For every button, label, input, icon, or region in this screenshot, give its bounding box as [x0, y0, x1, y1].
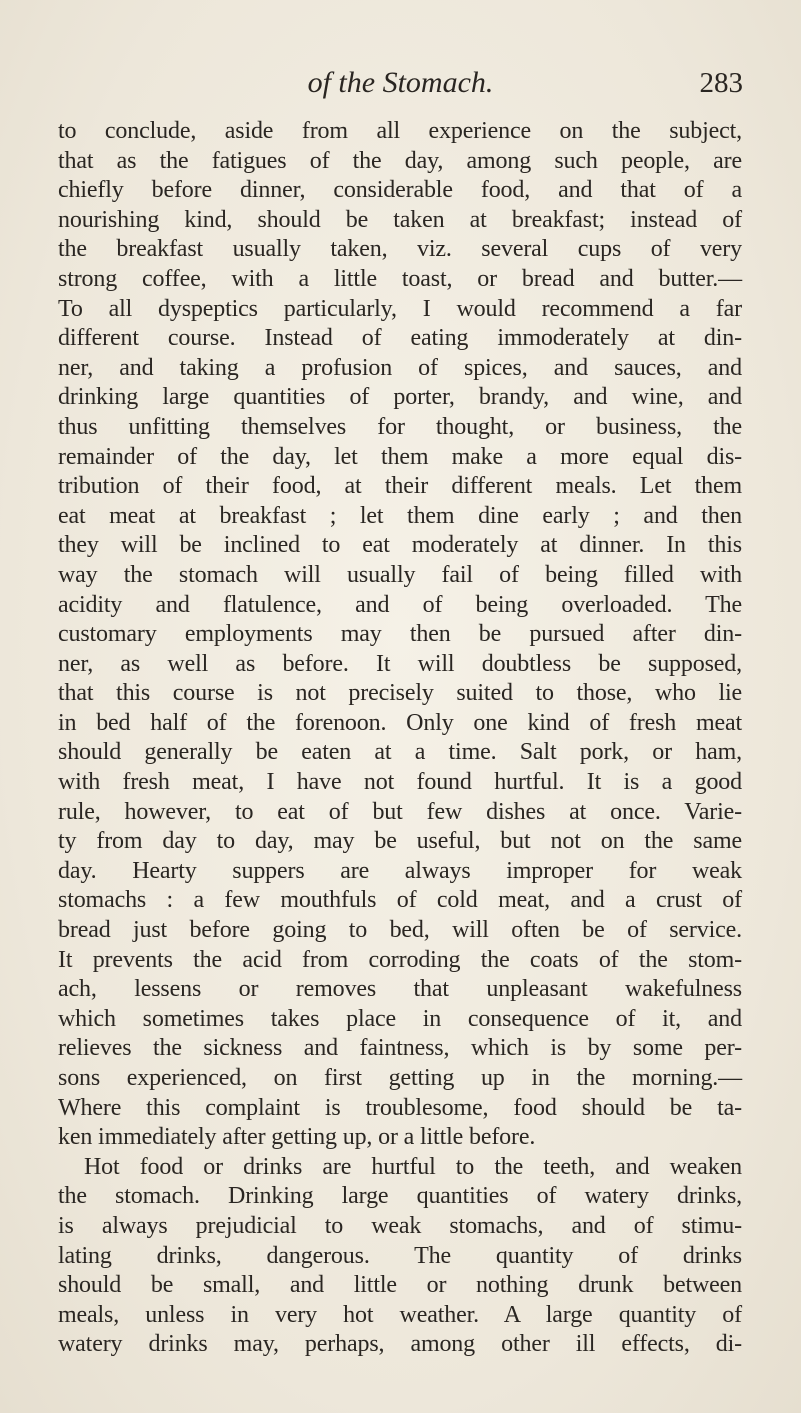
text-line: ner, and taking a profusion of spices, and sauces, and: [58, 354, 742, 381]
text-line: eat meat at breakfast ; let them dine early ; and then: [58, 502, 742, 529]
text-line: stomachs : a few mouthfuls of cold meat, and a crust of: [58, 887, 742, 914]
text-line: is always prejudicial to weak stomachs, and of stimu-: [58, 1212, 742, 1239]
text-line: the breakfast usually taken, viz. several cups of very: [58, 236, 742, 263]
text-line: ner, as well as before. It will doubtless be supposed,: [58, 650, 742, 677]
text-line: nourishing kind, should be taken at breakfast; instead of: [58, 206, 742, 233]
text-line: watery drinks may, perhaps, among other ill effects, di-: [58, 1331, 742, 1358]
text-line: It prevents the acid from corroding the coats of the stom-: [58, 946, 742, 973]
text-line: thus unfitting themselves for thought, or business, the: [58, 413, 742, 440]
text-line: that as the fatigues of the day, among such people, are: [58, 147, 742, 174]
text-line: should be small, and little or nothing drunk between: [58, 1272, 742, 1299]
text-line: ken immediately after getting up, or a little before.: [58, 1124, 536, 1151]
text-line: day. Hearty suppers are always improper for weak: [58, 857, 742, 884]
text-line: way the stomach will usually fail of being filled with: [58, 561, 742, 588]
text-line: Where this complaint is troublesome, food should be ta-: [58, 1094, 742, 1121]
text-line: bread just before going to bed, will often be of service.: [58, 917, 742, 944]
text-line: strong coffee, with a little toast, or bread and butter.—: [58, 265, 742, 292]
text-line: ty from day to day, may be useful, but not on the same: [58, 828, 742, 855]
text-line: that this course is not precisely suited to those, who lie: [58, 680, 742, 707]
text-line: the stomach. Drinking large quantities of watery drinks,: [58, 1183, 742, 1210]
text-line: they will be inclined to eat moderately at dinner. In this: [58, 532, 742, 559]
page-header: [0, 63, 801, 103]
text-line: drinking large quantities of porter, brandy, and wine, and: [58, 384, 742, 411]
text-line: chiefly before dinner, considerable food, and that of a: [58, 177, 742, 204]
text-line: to conclude, aside from all experience on the subject,: [58, 118, 742, 144]
text-line: with fresh meat, I have not found hurtful. It is a good: [58, 769, 742, 796]
text-line: customary employments may then be pursued after din-: [58, 621, 742, 648]
text-line: Hot food or drinks are hurtful to the teeth, and weaken: [84, 1153, 742, 1180]
text-line: acidity and flatulence, and of being overloaded. The: [58, 591, 742, 618]
text-line: which sometimes takes place in consequence of it, and: [58, 1005, 742, 1032]
page-number: 283: [699, 67, 743, 99]
text-line: meals, unless in very hot weather. A large quantity of: [58, 1301, 742, 1328]
text-line: in bed half of the forenoon. Only one kind of fresh meat: [58, 709, 742, 736]
text-line: different course. Instead of eating immoderately at din-: [58, 325, 742, 352]
text-line: ach, lessens or removes that unpleasant wakefulness: [58, 976, 742, 1003]
text-line: sons experienced, on first getting up in the morning.—: [58, 1065, 742, 1091]
text-line: remainder of the day, let them make a more equal dis-: [58, 443, 742, 470]
body-text: [58, 117, 742, 1360]
text-line: lating drinks, dangerous. The quantity of drinks: [58, 1242, 742, 1269]
text-line: relieves the sickness and faintness, which is by some per-: [58, 1035, 742, 1062]
running-title: of the Stomach.: [307, 66, 494, 99]
text-line: tribution of their food, at their different meals. Let them: [58, 473, 742, 500]
text-line: To all dyspeptics particularly, I would recommend a far: [58, 295, 742, 322]
text-line: should generally be eaten at a time. Salt pork, or ham,: [58, 739, 742, 766]
text-line: rule, however, to eat of but few dishes at once. Varie-: [58, 798, 742, 825]
